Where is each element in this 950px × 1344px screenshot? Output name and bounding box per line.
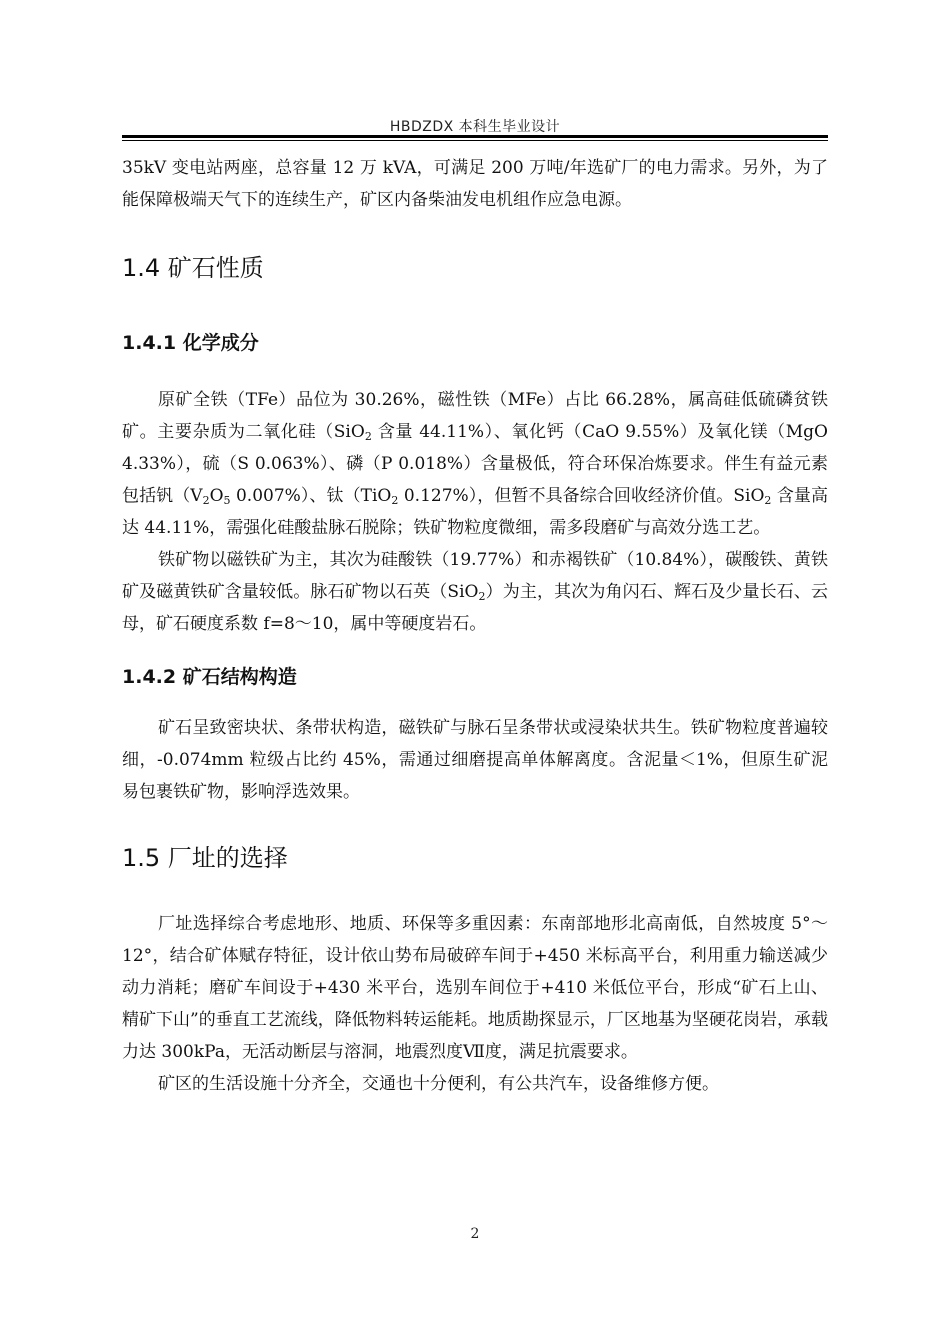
ore-structure-paragraph: 矿石呈致密块状、条带状构造，磁铁矿与脉石呈条带状或浸染状共生。铁矿物粒度普遍较细，-0.074mm 粒级占比约 45%，需通过细磨提高单体解离度。含泥量＜1%，但原生矿泥易包裹铁矿物，影响浮选效果。 [122,718,828,802]
page-content [122,152,828,1100]
section-1-5-heading: 1.5 厂址的选择 [122,844,288,872]
section-1-4-2-heading: 1.4.2 矿石结构构造 [122,666,297,688]
chemical-composition-paragraph: 原矿全铁（TFe）品位为 30.26%，磁性铁（MFe）占比 66.28%，属高硅低硫磷贫铁矿。主要杂质为二氧化硅（SiO$_2$ 含量 44.11%）、氧化钙（CaO 9.55%）及氧化镁（MgO 4.33%），硫（S 0.063%）、磷（P 0.018%）含量极低，符合环保冶炼要求。伴生有益元素包括钒（$V_2O_5$ 0.007%）、钛（TiO$_2$ 0.127%），但暂不具备综合回收经济价值。SiO$_2$ 含量高达 44.11%，需强化硅酸盐脉石脱除；铁矿物粒度微细，需多段磨矿与高效分选工艺。 [122,390,829,538]
site-selection-paragraph: 厂址选择综合考虑地形、地质、环保等多重因素：东南部地形北高南低，自然坡度 5°～12°，结合矿体赋存特征，设计依山势布局破碎车间于+450 米标高平台，利用重力输送减少动力消耗；磨矿车间设于+430 米平台，选别车间位于+410 米低位平台，形成“矿石上山、精矿下山”的垂直工艺流线，降低物料转运能耗。地质勘探显示，厂区地基为坚硬花岗岩，承载力达 300kPa，无活动断层与溶洞，地震烈度Ⅶ度，满足抗震要求。 [122,914,828,1062]
mineral-composition-paragraph: 铁矿物以磁铁矿为主，其次为硅酸铁（19.77%）和赤褐铁矿（10.84%），碳酸铁、黄铁矿及磁黄铁矿含量较低。脉石矿物以石英（SiO$_2$）为主，其次为角闪石、辉石及少量长石、云母，矿石硬度系数 f=8～10，属中等硬度岩石。 [122,550,829,634]
section-1-4-heading: 1.4 矿石性质 [122,254,264,282]
intro-paragraph: 35kV 变电站两座，总容量 12 万 kVA，可满足 200 万吨/年选矿厂的电力需求。另外，为了能保障极端天气下的连续生产，矿区内备柴油发电机组作应急电源。 [122,158,828,210]
header-rule-thin [122,140,828,141]
facilities-paragraph: 矿区的生活设施十分齐全，交通也十分便利，有公共汽车，设备维修方便。 [158,1074,719,1094]
page-number: 2 [470,1226,480,1242]
section-1-4-1-heading: 1.4.1 化学成分 [122,332,259,354]
header-rule-thick [122,135,828,138]
page-header: HBDZDX 本科生毕业设计 [389,119,561,135]
